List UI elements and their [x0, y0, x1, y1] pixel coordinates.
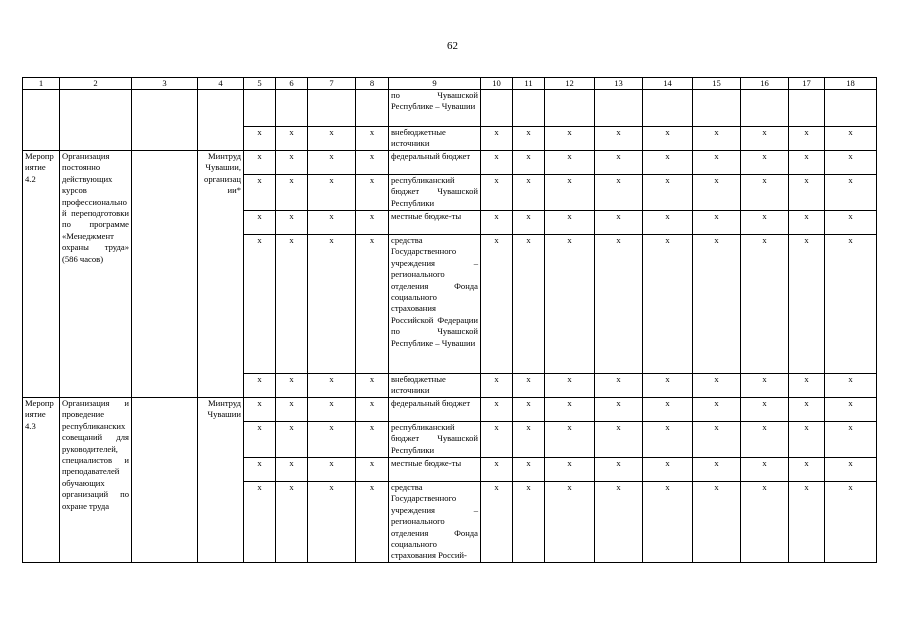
x-cell: x: [825, 127, 877, 151]
x-cell: x: [481, 211, 513, 235]
x-cell: x: [741, 482, 789, 563]
x-cell: x: [545, 235, 595, 374]
x-cell: x: [789, 127, 825, 151]
header-cell: 16: [741, 78, 789, 90]
x-cell: x: [643, 482, 693, 563]
x-cell: x: [643, 175, 693, 211]
x-cell: x: [693, 127, 741, 151]
x-cell: x: [595, 235, 643, 374]
header-cell: 13: [595, 78, 643, 90]
x-cell: x: [595, 374, 643, 398]
x-cell: x: [693, 458, 741, 482]
x-cell: x: [513, 211, 545, 235]
x-cell: x: [789, 422, 825, 458]
x-cell: x: [741, 398, 789, 422]
x-cell: x: [513, 422, 545, 458]
x-cell: x: [356, 374, 389, 398]
header-cell: 9: [389, 78, 481, 90]
cell-empty: [545, 90, 595, 127]
measure-executor: Минтруд Чувашии, организации*: [198, 151, 244, 398]
x-cell: x: [276, 482, 308, 563]
x-cell: x: [789, 211, 825, 235]
cell-empty: [276, 90, 308, 127]
x-cell: x: [825, 151, 877, 175]
x-cell: x: [545, 211, 595, 235]
cell-empty: [741, 90, 789, 127]
x-cell: x: [789, 398, 825, 422]
x-cell: x: [481, 458, 513, 482]
x-cell: x: [825, 235, 877, 374]
header-cell: 7: [308, 78, 356, 90]
x-cell: x: [825, 211, 877, 235]
x-cell: x: [276, 398, 308, 422]
header-cell: 5: [244, 78, 276, 90]
cell-empty: [513, 90, 545, 127]
x-cell: x: [643, 211, 693, 235]
x-cell: x: [356, 458, 389, 482]
x-cell: x: [481, 482, 513, 563]
x-cell: x: [643, 398, 693, 422]
header-row: [23, 78, 877, 90]
x-cell: x: [356, 211, 389, 235]
measure-code: Мероприятие 4.2: [23, 151, 60, 398]
x-cell: x: [693, 398, 741, 422]
measure-executor: Минтруд Чувашии: [198, 398, 244, 563]
x-cell: x: [244, 398, 276, 422]
x-cell: x: [244, 211, 276, 235]
x-cell: x: [513, 458, 545, 482]
measure-code: Мероприятие 4.3: [23, 398, 60, 563]
x-cell: x: [545, 398, 595, 422]
page-number: 62: [447, 40, 458, 52]
cell-empty: [481, 90, 513, 127]
x-cell: x: [356, 175, 389, 211]
table-row: [23, 90, 877, 127]
x-cell: x: [741, 211, 789, 235]
x-cell: x: [643, 458, 693, 482]
x-cell: x: [308, 398, 356, 422]
x-cell: x: [789, 458, 825, 482]
x-cell: x: [276, 374, 308, 398]
x-cell: x: [276, 175, 308, 211]
x-cell: x: [513, 175, 545, 211]
x-cell: x: [244, 151, 276, 175]
x-cell: x: [481, 127, 513, 151]
header-cell: 11: [513, 78, 545, 90]
cell-empty: [693, 90, 741, 127]
cell-empty: [244, 90, 276, 127]
funding-source: местные бюдже-ты: [389, 458, 481, 482]
x-cell: x: [244, 374, 276, 398]
cell-empty: [132, 90, 198, 151]
x-cell: x: [513, 151, 545, 175]
x-cell: x: [545, 374, 595, 398]
x-cell: x: [789, 235, 825, 374]
x-cell: x: [789, 482, 825, 563]
funding-source: средства Государственного учреждения – регионального отделения Фонда социального страхования Россий-: [389, 482, 481, 563]
x-cell: x: [693, 482, 741, 563]
funding-source: республиканский бюджет Чувашской Республики: [389, 422, 481, 458]
x-cell: x: [825, 175, 877, 211]
x-cell: x: [545, 127, 595, 151]
x-cell: x: [741, 458, 789, 482]
x-cell: x: [825, 398, 877, 422]
x-cell: x: [481, 235, 513, 374]
x-cell: x: [244, 175, 276, 211]
cell-empty: [132, 151, 198, 398]
x-cell: x: [741, 127, 789, 151]
x-cell: x: [545, 482, 595, 563]
x-cell: x: [513, 127, 545, 151]
x-cell: x: [308, 211, 356, 235]
cell-empty: [132, 398, 198, 563]
x-cell: x: [308, 458, 356, 482]
program-table: [22, 77, 877, 563]
table-row: [23, 398, 877, 422]
cell-empty: [595, 90, 643, 127]
cell-empty: [23, 90, 60, 151]
header-cell: 17: [789, 78, 825, 90]
x-cell: x: [276, 422, 308, 458]
x-cell: x: [643, 422, 693, 458]
measure-name: Организация и проведение республиканских совещаний для руководителей, специалистов и преподавателей обучающих организаций по охране труда: [60, 398, 132, 563]
x-cell: x: [643, 374, 693, 398]
x-cell: x: [595, 398, 643, 422]
x-cell: x: [595, 422, 643, 458]
x-cell: x: [825, 374, 877, 398]
x-cell: x: [595, 458, 643, 482]
header-cell: 8: [356, 78, 389, 90]
x-cell: x: [276, 211, 308, 235]
header-cell: 2: [60, 78, 132, 90]
x-cell: x: [595, 482, 643, 563]
funding-source: по Чувашской Республике – Чувашии: [389, 90, 481, 127]
header-cell: 3: [132, 78, 198, 90]
header-cell: 15: [693, 78, 741, 90]
x-cell: x: [595, 211, 643, 235]
x-cell: x: [481, 374, 513, 398]
cell-empty: [60, 90, 132, 151]
header-cell: 14: [643, 78, 693, 90]
header-cell: 12: [545, 78, 595, 90]
x-cell: x: [244, 458, 276, 482]
x-cell: x: [545, 422, 595, 458]
header-cell: 1: [23, 78, 60, 90]
x-cell: x: [308, 175, 356, 211]
measure-name: Организация постоянно действующих курсов профессиональной переподготовки по программе «Менеджмент охраны труда» (586 часов): [60, 151, 132, 398]
x-cell: x: [741, 422, 789, 458]
x-cell: x: [356, 422, 389, 458]
funding-source: местные бюдже-ты: [389, 211, 481, 235]
header-cell: 4: [198, 78, 244, 90]
x-cell: x: [513, 235, 545, 374]
x-cell: x: [643, 151, 693, 175]
x-cell: x: [741, 235, 789, 374]
x-cell: x: [244, 422, 276, 458]
x-cell: x: [356, 151, 389, 175]
x-cell: x: [789, 175, 825, 211]
funding-source: республиканский бюджет Чувашской Республики: [389, 175, 481, 211]
header-cell: 10: [481, 78, 513, 90]
x-cell: x: [825, 458, 877, 482]
header-cell: 18: [825, 78, 877, 90]
funding-source: внебюджетные источники: [389, 374, 481, 398]
x-cell: x: [308, 482, 356, 563]
x-cell: x: [741, 175, 789, 211]
x-cell: x: [481, 175, 513, 211]
cell-empty: [789, 90, 825, 127]
x-cell: x: [693, 374, 741, 398]
x-cell: x: [513, 374, 545, 398]
cell-empty: [198, 90, 244, 151]
x-cell: x: [825, 482, 877, 563]
x-cell: x: [276, 458, 308, 482]
x-cell: x: [481, 398, 513, 422]
x-cell: x: [741, 151, 789, 175]
x-cell: x: [356, 127, 389, 151]
x-cell: x: [643, 127, 693, 151]
cell-empty: [643, 90, 693, 127]
x-cell: x: [693, 235, 741, 374]
header-cell: 6: [276, 78, 308, 90]
x-cell: x: [244, 127, 276, 151]
x-cell: x: [244, 235, 276, 374]
x-cell: x: [356, 482, 389, 563]
x-cell: x: [595, 151, 643, 175]
x-cell: x: [545, 458, 595, 482]
funding-source: внебюджетные источники: [389, 127, 481, 151]
x-cell: x: [308, 151, 356, 175]
x-cell: x: [595, 127, 643, 151]
x-cell: x: [789, 374, 825, 398]
x-cell: x: [481, 151, 513, 175]
x-cell: x: [276, 235, 308, 374]
funding-source: федеральный бюджет: [389, 151, 481, 175]
cell-empty: [308, 90, 356, 127]
x-cell: x: [545, 175, 595, 211]
x-cell: x: [308, 235, 356, 374]
x-cell: x: [244, 482, 276, 563]
x-cell: x: [276, 151, 308, 175]
x-cell: x: [308, 374, 356, 398]
x-cell: x: [693, 422, 741, 458]
x-cell: x: [825, 422, 877, 458]
x-cell: x: [356, 235, 389, 374]
x-cell: x: [693, 211, 741, 235]
x-cell: x: [693, 151, 741, 175]
table-row: [23, 151, 877, 175]
x-cell: x: [741, 374, 789, 398]
x-cell: x: [545, 151, 595, 175]
cell-empty: [825, 90, 877, 127]
x-cell: x: [481, 422, 513, 458]
x-cell: x: [276, 127, 308, 151]
funding-source: федеральный бюджет: [389, 398, 481, 422]
x-cell: x: [356, 398, 389, 422]
x-cell: x: [308, 127, 356, 151]
x-cell: x: [513, 398, 545, 422]
x-cell: x: [693, 175, 741, 211]
x-cell: x: [789, 151, 825, 175]
cell-empty: [356, 90, 389, 127]
x-cell: x: [595, 175, 643, 211]
x-cell: x: [643, 235, 693, 374]
x-cell: x: [513, 482, 545, 563]
x-cell: x: [308, 422, 356, 458]
funding-source: средства Государственного учреждения – регионального отделения Фонда социального страхования Российской Федерации по Чувашской Республике – Чувашии: [389, 235, 481, 374]
